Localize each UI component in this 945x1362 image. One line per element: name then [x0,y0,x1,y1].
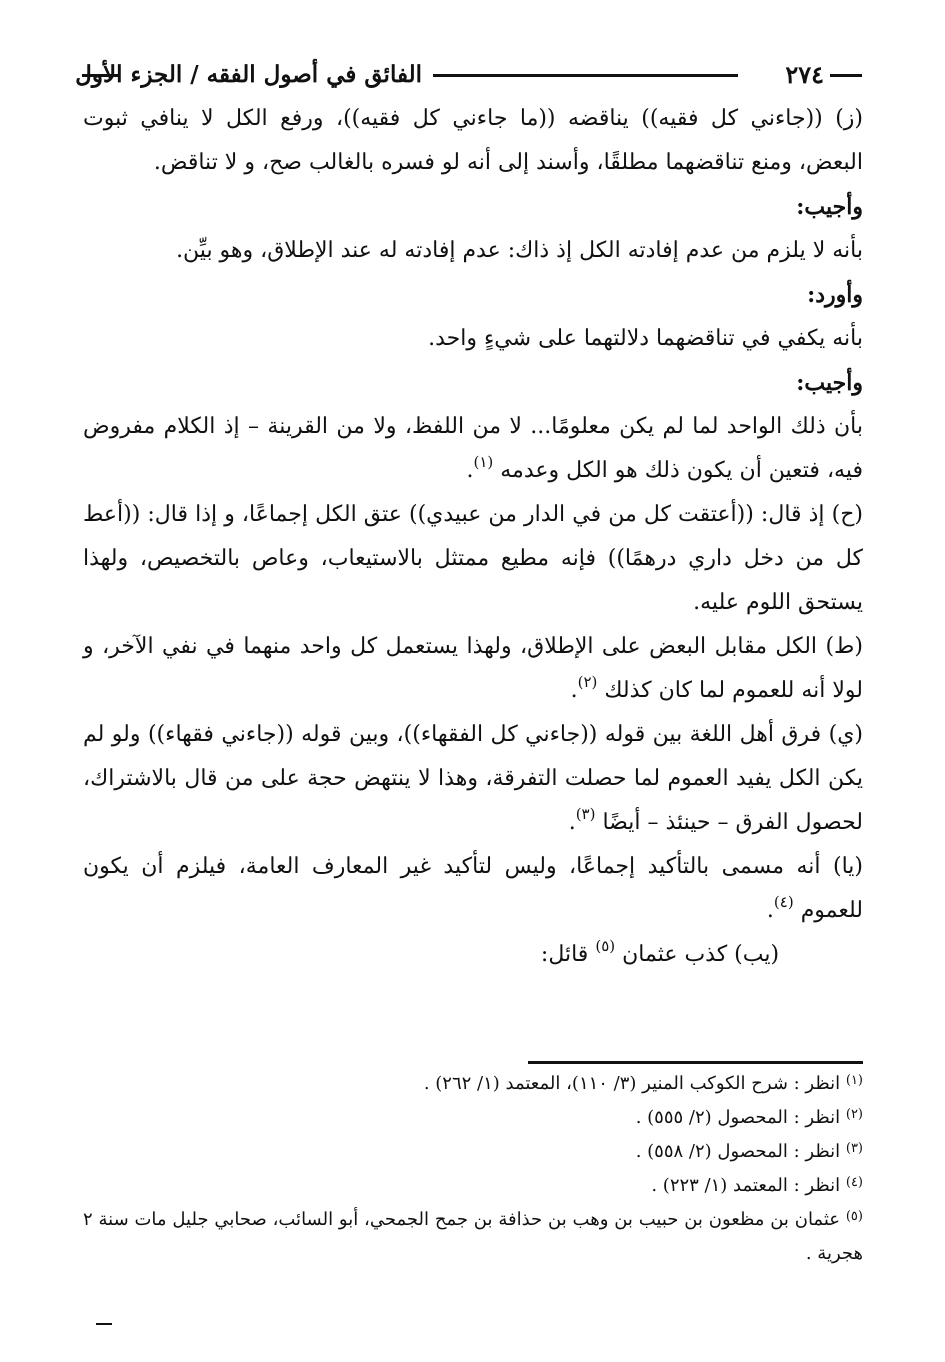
footnote-item [83,1067,863,1101]
paragraph-ya: (ي) فرق أهل اللغة بين قوله ((جاءني كل الفقهاء))، وبين قوله ((جاءني فقهاء)) ولو لم يكن الكل يفيد العموم لما حصلت التفرقة، وهذا لا ينتهض حجة على من قال بالاشتراك، لحصول الفرق – حينئذ – أيضًا $^{(٣)}$. [83,722,863,835]
paragraph-zay: (ز) ((جاءني كل فقيه)) يناقضه ((ما جاءني كل فقيه))، ورفع الكل لا ينافي ثبوت البعض، ومنع تناقضهما مطلقًا، وأسند إلى أنه لو فسره بالغالب صح، و لا تناقض. [83,106,863,175]
footnote-text: انظر : شرح الكوكب المنير (٣/ ١١٠)، المعتمد (١/ ٢٦٢) . [423,1073,841,1094]
answer-paragraph-1: بأنه لا يلزم من عدم إفادته الكل إذ ذاك: عدم إفادته له عند الإطلاق، وهو بيِّن. [176,238,863,263]
paragraph-ta: (ط) الكل مقابل البعض على الإطلاق، ولهذا يستعمل كل واحد منهما في نفي الآخر، و لولا أنه للعموم لما كان كذلك $^{(٢)}$. [83,634,863,703]
running-title: الفائق في أصول الفقه / الجزء الأول [75,61,422,88]
header-rule-right [830,74,862,77]
header-rule-middle [433,74,738,77]
footnote-text: عثمان بن مظعون بن حبيب بن وهب بن حذافة بن جمح الجمحي، أبو السائب، صحابي جليل مات سنة ٢ هجرية . [83,1209,863,1264]
paragraph-ta-text: (ط) الكل مقابل البعض على الإطلاق، ولهذا يستعمل كل واحد منهما في نفي الآخر، و لولا أنه للعموم لما كان كذلك [83,634,863,703]
objection-label: وأورد: [807,282,863,308]
footnote-number: (٢) [845,1107,863,1122]
paragraph-yaa-text: (يا) أنه مسمى بالتأكيد إجماعًا، وليس لتأكيد غير المعارف العامة، فيلزم أن يكون للعموم [83,854,863,923]
bottom-dash-mark [96,1323,112,1325]
paragraph-yb-end: قائل: [540,942,589,967]
paragraph-ya-text: (ي) فرق أهل اللغة بين قوله ((جاءني كل الفقهاء))، وبين قوله ((جاءني فقهاء)) ولو لم يكن الكل يفيد العموم لما حصلت التفرقة، وهذا لا ينتهض حجة على من قال بالاشتراك، لحصول الفرق – حينئذ – أيضًا [83,722,863,835]
footnote-number: (٣) [845,1141,863,1156]
footnote-ref-4: (٤) [773,893,794,911]
footnote-ref-5: (٥) [595,937,616,955]
answer-label-2: وأجيب: [796,370,863,396]
paragraph-ha: (ح) إذ قال: ((أعتقت كل من في الدار من عبيدي)) عتق الكل إجماعًا، و إذا قال: ((أعط كل من دخل داري درهمًا)) فإنه مطيع ممتثل بالاستيعاب، وعاص بالتخصيص، ولهذا يستحق اللوم عليه. [83,502,863,615]
page-header [75,56,862,94]
paragraph-yb [83,933,863,977]
page-number: ٢٧٤ [785,60,824,89]
answer-paragraph-2: بأن ذلك الواحد لما لم يكن معلومًا... لا من اللفظ، ولا من القرينة – إذ الكلام مفروض فيه، فتعين أن يكون ذلك هو الكل وعدمه $^{(١)}$. [83,414,863,483]
paragraph-yaa: (يا) أنه مسمى بالتأكيد إجماعًا، وليس لتأكيد غير المعارف العامة، فيلزم أن يكون للعموم $^{(٤)}$. [83,854,863,923]
footnote-number: (١) [845,1073,863,1088]
footnote-text: انظر : المعتمد (١/ ٢٢٣) . [651,1175,841,1196]
footnote-ref-3: (٣) [575,805,596,823]
answer-label-1: وأجيب: [796,194,863,220]
footnote-number: (٥) [845,1209,863,1224]
main-text [83,97,863,977]
footnote-item [83,1203,863,1271]
footnote-item [83,1101,863,1135]
footnote-item [83,1135,863,1169]
header-rule-left [82,74,118,77]
footnote-ref-1: (١) [473,453,494,471]
footnote-separator [528,1061,863,1064]
footnote-number: (٤) [845,1175,863,1190]
answer-paragraph-2-text: بأن ذلك الواحد لما لم يكن معلومًا... لا من اللفظ، ولا من القرينة – إذ الكلام مفروض فيه، فتعين أن يكون ذلك هو الكل وعدمه [83,414,863,483]
footnote-item [83,1169,863,1203]
objection-paragraph: بأنه يكفي في تناقضهما دلالتهما على شيءٍ واحد. [428,326,863,351]
footnotes [83,1067,863,1271]
footnote-text: انظر : المحصول (٢/ ٥٥٥) . [635,1107,841,1128]
paragraph-yb-start: (يب) كذب عثمان [622,942,780,967]
footnote-text: انظر : المحصول (٢/ ٥٥٨) . [635,1141,841,1162]
footnote-ref-2: (٢) [577,673,598,691]
